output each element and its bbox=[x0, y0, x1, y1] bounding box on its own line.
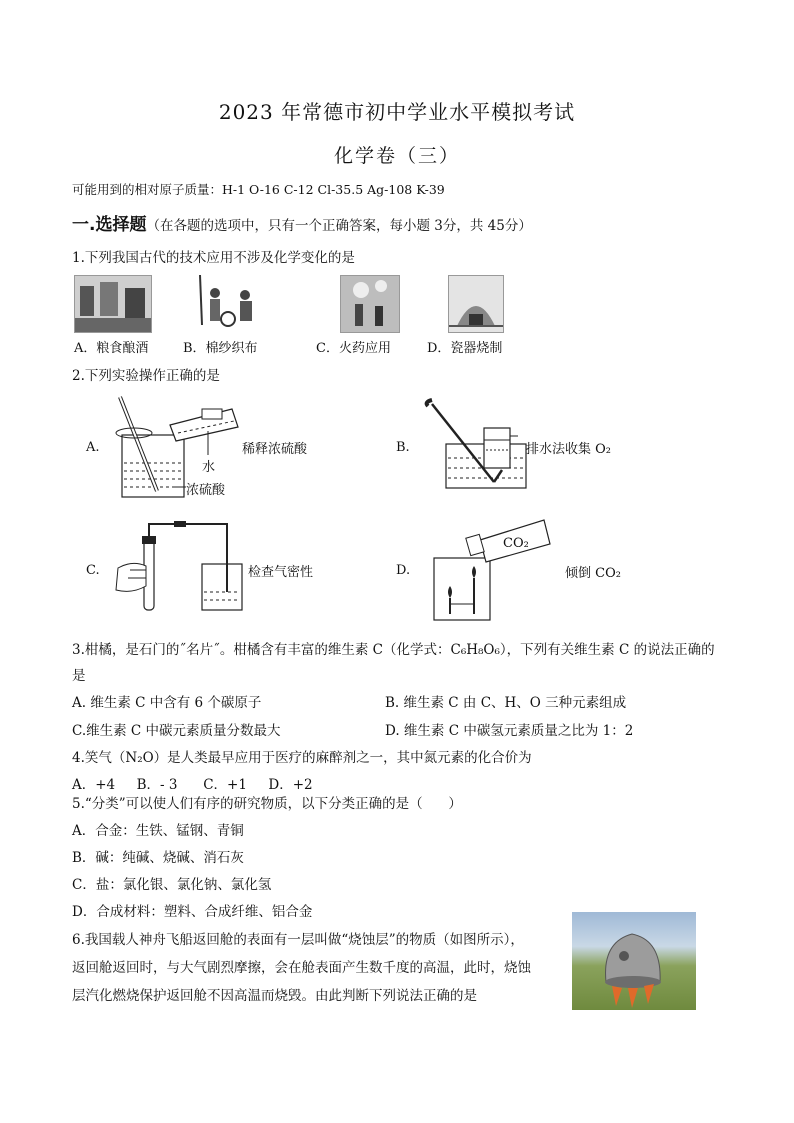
section-title: 一.选择题 bbox=[72, 215, 147, 235]
q6-line-3: 层汽化燃烧保护返回舱不因高温而烧毁。由此判断下列说法正确的是 bbox=[72, 988, 477, 1004]
q1-image-a bbox=[74, 275, 152, 333]
q5-option-b: B．碱：纯碱、烧碱、消石灰 bbox=[72, 850, 244, 866]
q1-image-c bbox=[340, 275, 400, 333]
q2-d-letter: D. bbox=[396, 563, 411, 578]
q1-option-c: C．火药应用 bbox=[316, 341, 391, 356]
q2-a-letter: A. bbox=[86, 440, 100, 455]
q2-c-letter: C. bbox=[86, 563, 100, 578]
q1-option-d: D．瓷器烧制 bbox=[427, 341, 503, 356]
q2-stem: 2.下列实验操作正确的是 bbox=[72, 368, 220, 384]
q3-option-c: C.维生素 C 中碳元素质量分数最大 bbox=[72, 723, 281, 739]
exam-title: 2023 年常德市初中学业水平模拟考试 bbox=[218, 100, 576, 124]
q1-option-a: A．粮食酿酒 bbox=[74, 341, 149, 356]
section-heading bbox=[72, 210, 532, 235]
q3-option-b: B. 维生素 C 由 C、H、O 三种元素组成 bbox=[385, 695, 627, 711]
q2-d-caption: 倾倒 CO₂ bbox=[565, 566, 621, 581]
q5-option-d: D．合成材料：塑料、合成纤维、铝合金 bbox=[72, 904, 313, 920]
q4-stem: 4.笑气（N₂O）是人类最早应用于医疗的麻醉剂之一，其中氮元素的化合价为 bbox=[72, 750, 532, 766]
q1-image-d bbox=[448, 275, 504, 333]
q1-stem: 1.下列我国古代的技术应用不涉及化学变化的是 bbox=[72, 250, 355, 266]
q2-a-acid-pointer bbox=[172, 486, 188, 490]
q2-a-acid-label: 浓硫酸 bbox=[186, 483, 226, 498]
q2-d-diagram bbox=[430, 514, 552, 622]
q2-b-letter: B. bbox=[396, 440, 410, 455]
q2-b-diagram bbox=[420, 398, 530, 490]
q1-image-c-drawing bbox=[341, 276, 399, 332]
q3-option-a: A. 维生素 C 中含有 6 个碳原子 bbox=[72, 695, 262, 711]
q2-c-diagram bbox=[112, 520, 242, 620]
q6-return-capsule-drawing bbox=[572, 912, 696, 1010]
q1-option-b: B．棉纱织布 bbox=[183, 341, 258, 356]
q1-image-d-drawing bbox=[449, 276, 503, 332]
q2-c-caption: 检查气密性 bbox=[248, 565, 314, 580]
q1-image-b bbox=[190, 275, 266, 331]
q6-line-1: 6.我国载人神舟飞船返回舱的表面有一层叫做“烧蚀层”的物质（如图所示）， bbox=[72, 932, 524, 948]
q3-stem-continued: 是 bbox=[72, 668, 86, 684]
q2-a-caption: 稀释浓硫酸 bbox=[242, 442, 308, 457]
q2-d-bottle-label: CO₂ bbox=[503, 536, 529, 551]
q6-return-capsule-image bbox=[572, 912, 696, 1010]
section-instructions: （在各题的选项中，只有一个正确答案，每小题 3分，共 45分） bbox=[146, 218, 532, 234]
exam-subtitle: 化学卷（三） bbox=[333, 145, 460, 167]
q5-stem: 5.“分类”可以使人们有序的研究物质，以下分类正确的是（ ） bbox=[72, 796, 462, 812]
q3-stem: 3.柑橘，是石门的˝名片˝。柑橘含有丰富的维生素 C（化学式：C₆H₈O₆），下列有关维生素 C 的说法正确的 bbox=[72, 642, 715, 658]
q1-image-b-drawing bbox=[190, 275, 266, 331]
q5-option-c: C．盐：氯化银、氯化钠、氯化氢 bbox=[72, 877, 272, 893]
q1-image-a-drawing bbox=[75, 276, 151, 332]
atomic-masses: 可能用到的相对原子质量：H-1 O-16 C-12 Cl-35.5 Ag-108 K-39 bbox=[72, 182, 445, 197]
q4-options: A．+4 B．- 3 C．+1 D．+2 bbox=[72, 777, 313, 793]
q6-line-2: 返回舱返回时，与大气剧烈摩擦，会在舱表面产生数千度的高温，此时，烧蚀 bbox=[72, 960, 531, 976]
q3-option-d: D. 维生素 C 中碳氢元素质量之比为 1：2 bbox=[385, 723, 634, 739]
q2-b-caption: 排水法收集 O₂ bbox=[526, 442, 612, 457]
q2-a-water-label: 水 bbox=[202, 460, 216, 475]
q5-option-a: A．合金：生铁、锰钢、青铜 bbox=[72, 823, 244, 839]
